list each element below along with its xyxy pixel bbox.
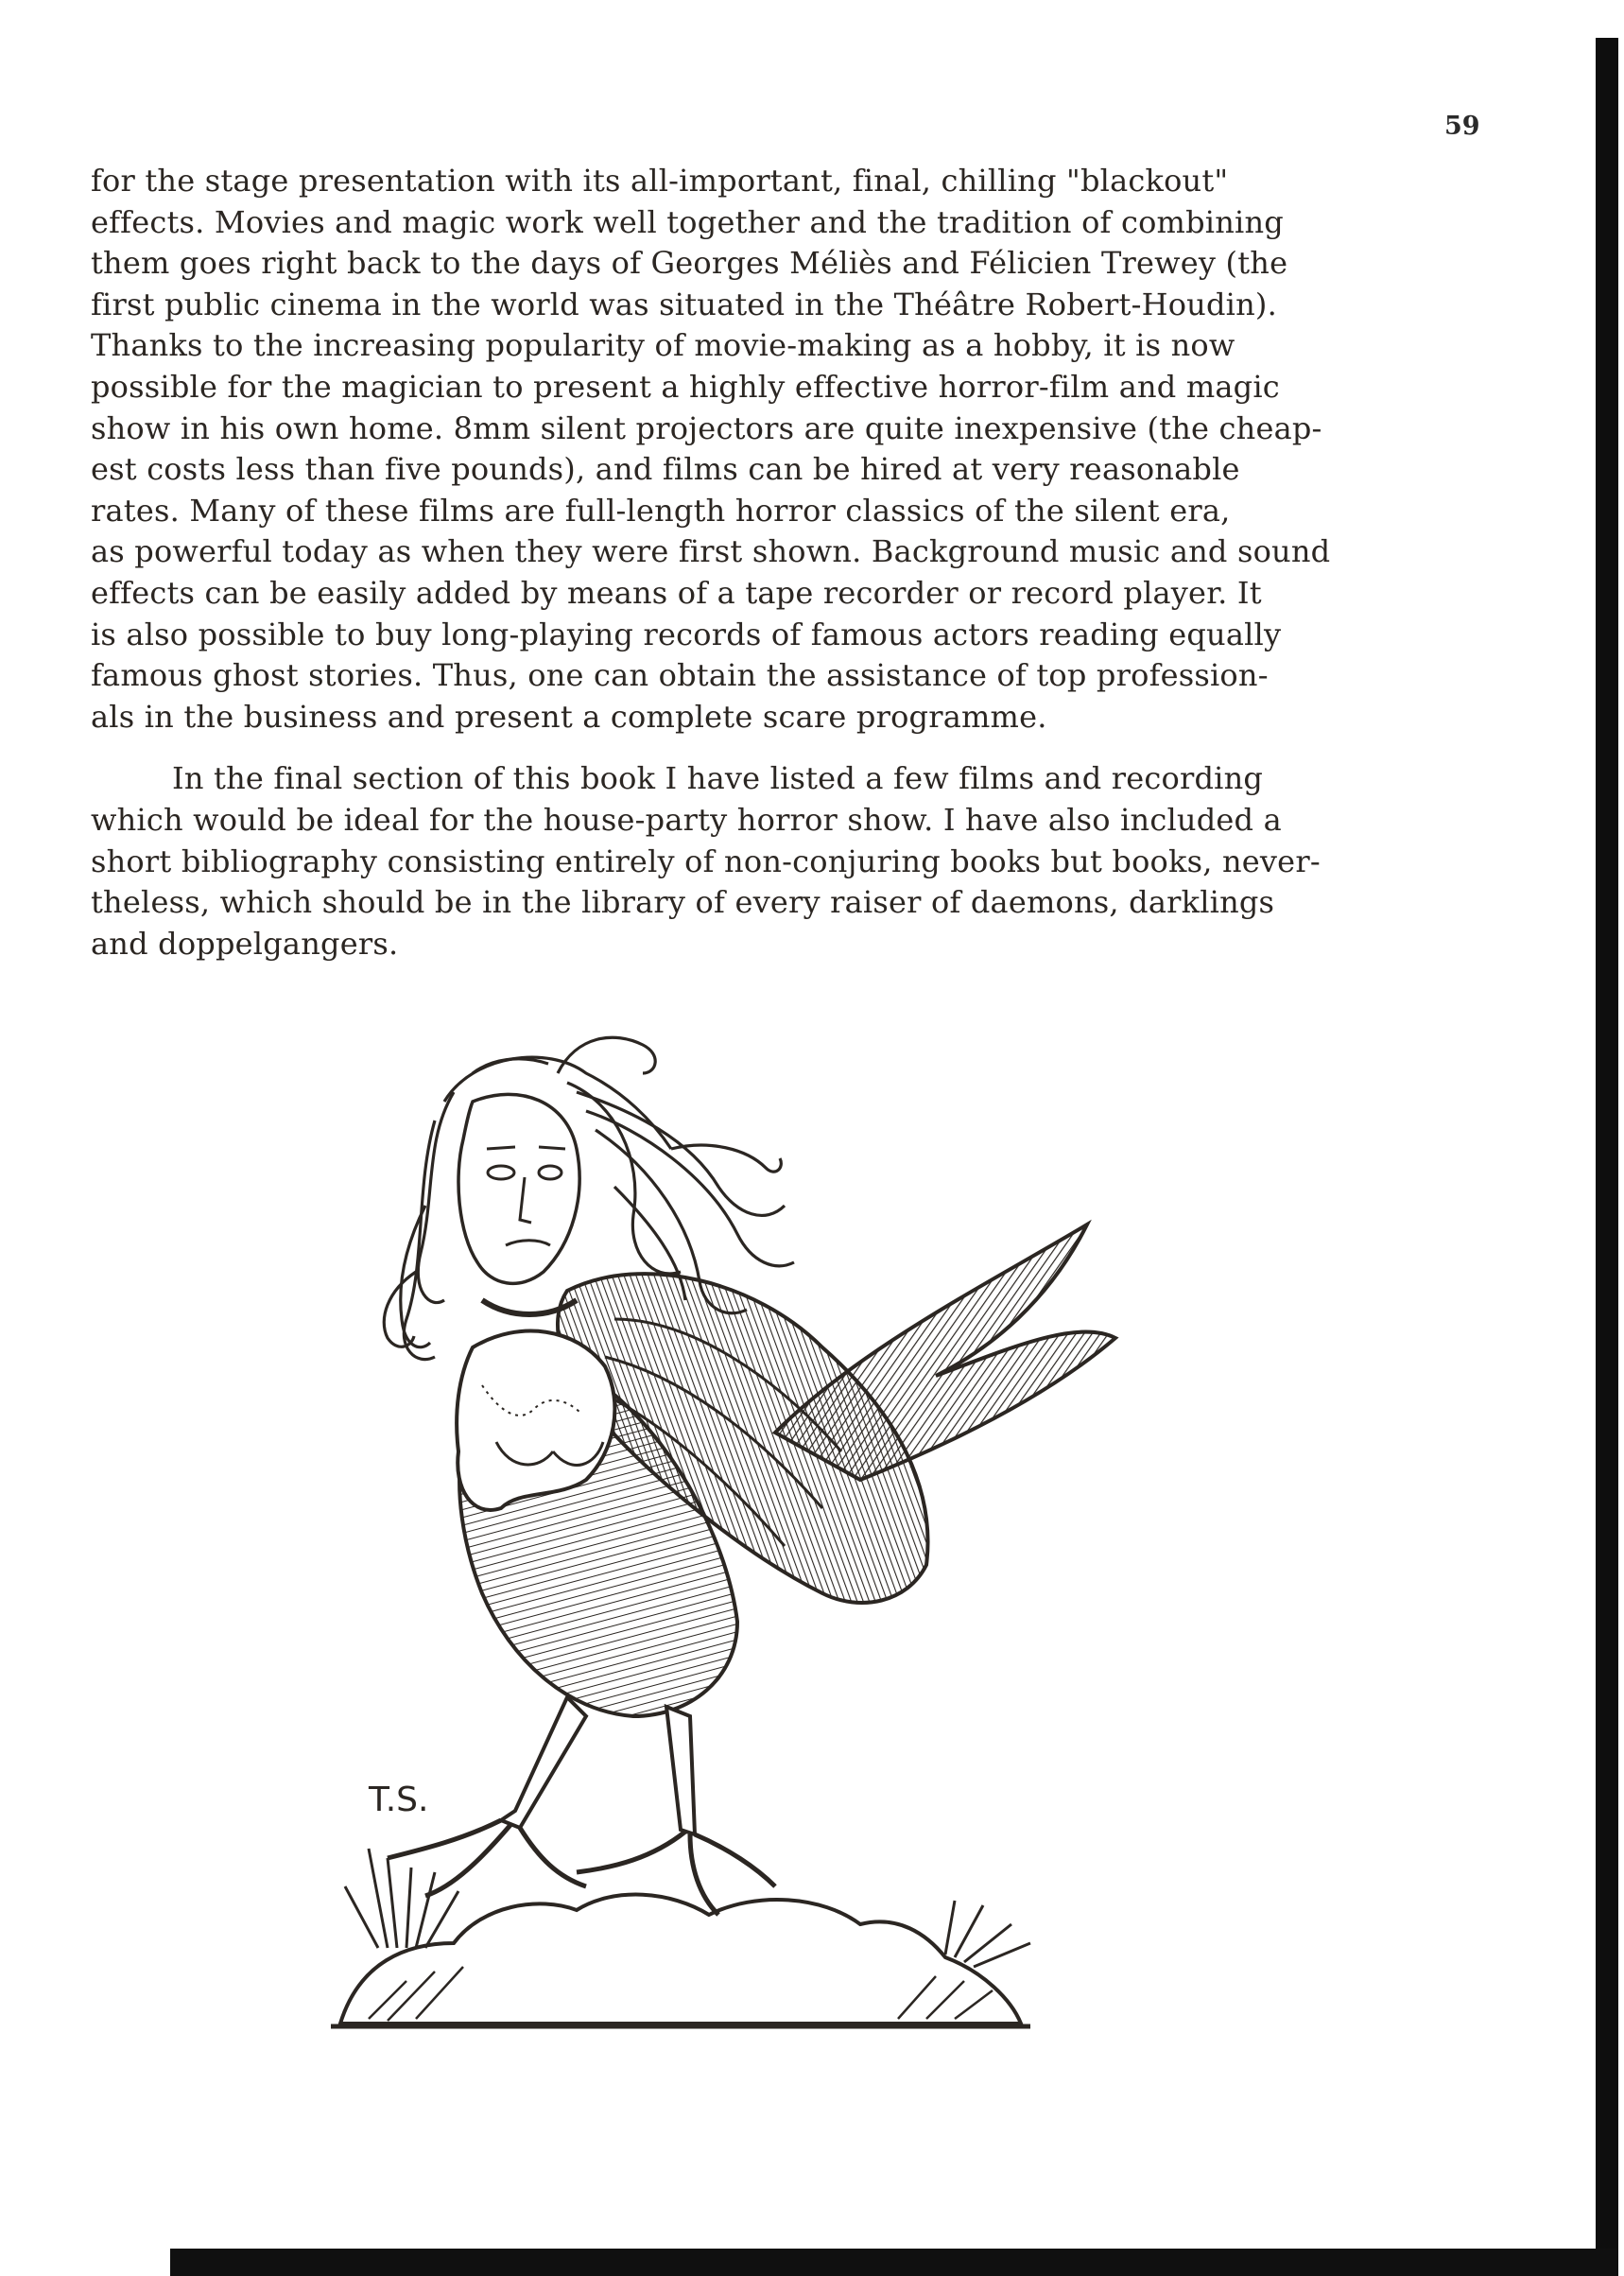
text-line: famous ghost stories. Thus, one can obtain the assistance of top profession- <box>91 657 1269 694</box>
text-line: them goes right back to the days of Georges Méliès and Félicien Trewey (the <box>91 245 1288 282</box>
text-line: as powerful today as when they were first shown. Background music and sound <box>91 533 1331 570</box>
text-line: is also possible to buy long-playing records of famous actors reading equally <box>91 616 1282 652</box>
text-line: possible for the magician to present a highly effective horror-film and magic <box>91 368 1280 405</box>
text-line: als in the business and present a complete scare programme. <box>91 698 1047 735</box>
harpy-illustration <box>331 1035 1163 2042</box>
text-line: for the stage presentation with its all-important, final, chilling "blackout" <box>91 163 1229 199</box>
text-line: rates. Many of these films are full-length horror classics of the silent era, <box>91 492 1231 529</box>
text-line: effects can be easily added by means of a tape recorder or record player. It <box>91 574 1262 611</box>
legs <box>388 1697 775 1915</box>
text-line: show in his own home. 8mm silent projectors are quite inexpensive (the cheap- <box>91 409 1322 446</box>
text-line: which would be ideal for the house-party horror show. I have also included a <box>91 801 1282 838</box>
page-edge-shadow <box>1596 38 1618 2276</box>
text-line: effects. Movies and magic work well together and the tradition of combining <box>91 203 1284 240</box>
body-text <box>91 161 1433 964</box>
text-line: short bibliography consisting entirely of non-conjuring books but books, never- <box>91 843 1321 879</box>
paragraph-1 <box>91 161 1433 738</box>
paragraph-2 <box>91 758 1433 964</box>
page-bottom-edge <box>170 2249 1618 2276</box>
text-line: first public cinema in the world was situated in the Théâtre Robert-Houdin). <box>91 286 1277 322</box>
ground-rock <box>331 1895 1030 2026</box>
face <box>458 1094 579 1314</box>
text-line: theless, which should be in the library of every raiser of daemons, darklings <box>91 884 1275 921</box>
page-number: 59 <box>1444 112 1480 141</box>
text-line: and doppelgangers. <box>91 925 399 962</box>
text-line: In the final section of this book I have listed a few films and recording <box>172 760 1264 797</box>
artist-signature: T.S. <box>369 1781 429 1819</box>
text-line: Thanks to the increasing popularity of movie-making as a hobby, it is now <box>91 327 1235 364</box>
text-line: est costs less than five pounds), and films can be hired at very reasonable <box>91 451 1240 488</box>
